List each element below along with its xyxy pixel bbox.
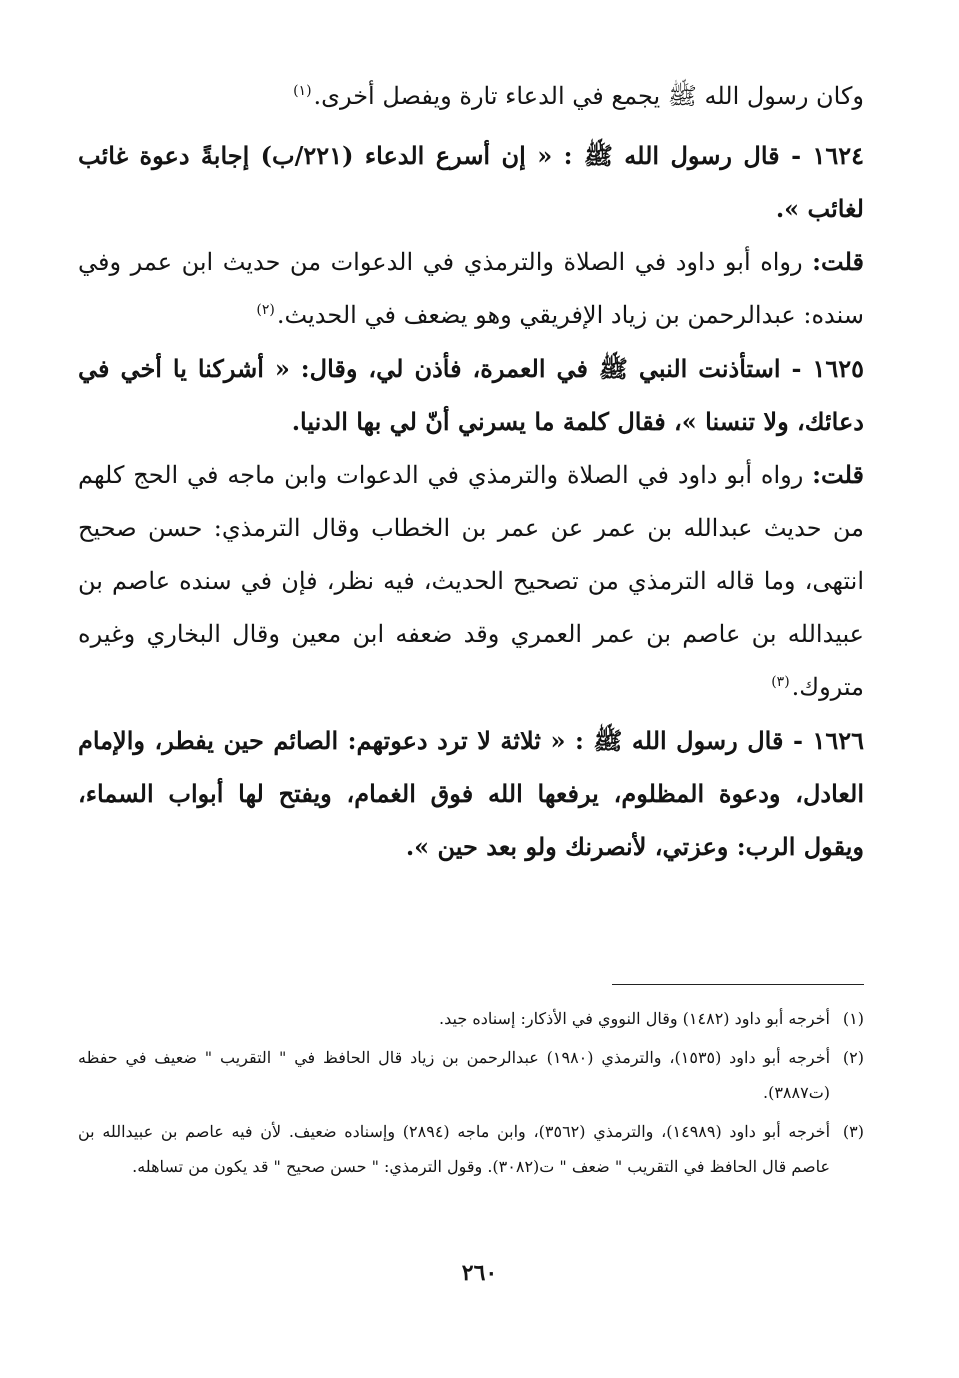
hadith-1625: [78, 342, 864, 448]
page-number: ٢٦٠: [461, 1260, 498, 1286]
footnote-2: [78, 1040, 864, 1110]
comment-1625: [78, 448, 864, 714]
comment-1624-lead: قلت:: [812, 247, 864, 276]
footnote-3-number: (٣): [842, 1122, 864, 1141]
hadith-1625-text: ١٦٢٥ - استأذنت النبي ﷺ في العمرة، فأذن لي، وقال: « أشركنا يا أخي في دعائك، ولا تنسنا »، فقال كلمة ما يسرني أنّ لي بها الدنيا.: [78, 354, 864, 436]
comment-1624: [78, 235, 864, 342]
comment-1625-lead: قلت:: [812, 460, 864, 489]
intro-paragraph: [78, 70, 864, 123]
intro-text: وكان رسول الله ﷺ يجمع في الدعاء تارة ويفصل أخرى.: [313, 82, 864, 110]
footnote-divider: [612, 984, 864, 985]
main-text: [78, 70, 864, 873]
footnote-3-text: أخرجه أبو داود (١٤٩٨٩)، والترمذي (٣٥٦٢)، وابن ماجه (٢٨٩٤) وإسناده ضعيف. لأن فيه عاصم بن عبيدالله بن عاصم قال الحافظ في التقريب " ضعف " ت(٣٠٨٢). وقول الترمذي: " حسن صحيح " قد يكون من تساهله.: [78, 1122, 831, 1176]
footnote-ref-2[interactable]: (٢): [256, 302, 275, 318]
footnote-1: [78, 1001, 864, 1036]
comment-1625-text: رواه أبو داود في الصلاة والترمذي في الدعوات وابن ماجه في الحج كلهم من حديث عبدالله بن عمر عن عمر بن الخطاب وقال الترمذي: حسن صحيح انتهى، وما قاله الترمذي من تصحيح الحديث، فيه نظر، فإن في سنده عاصم بن عبيدالله بن عاصم بن عمر العمري وقد ضعفه ابن معين وقال البخاري وغيره متروك.: [78, 461, 864, 701]
footnote-2-text: أخرجه أبو داود (١٥٣٥)، والترمذي (١٩٨٠) عبدالرحمن بن زياد قال الحافظ في " التقريب " ضعيف في حفظه (ت٣٨٨٧).: [78, 1048, 831, 1102]
footnote-2-number: (٢): [842, 1048, 864, 1067]
comment-1624-text: رواه أبو داود في الصلاة والترمذي في الدعوات من حديث ابن عمر وفي سنده: عبدالرحمن بن زياد الإفريقي وهو يضعف في الحديث.: [78, 248, 864, 329]
footnote-ref-3[interactable]: (٣): [771, 674, 790, 690]
footnote-3: [78, 1114, 864, 1184]
footnotes-section: [78, 984, 864, 1188]
footnote-ref-1[interactable]: (١): [293, 83, 312, 99]
hadith-1626: [78, 714, 864, 873]
hadith-1626-text: ١٦٢٦ - قال رسول الله ﷺ : « ثلاثة لا ترد دعوتهم: الصائم حين يفطر، والإمام العادل، ودعوة المظلوم، يرفعها الله فوق الغمام، ويفتح لها أبواب السماء، ويقول الرب: وعزتي، لأنصرنك ولو بعد حين ».: [78, 726, 864, 861]
footnote-1-text: أخرجه أبو داود (١٤٨٢) وقال النووي في الأذكار: إسناده جيد.: [439, 1009, 830, 1028]
hadith-1624-text: ١٦٢٤ - قال رسول الله ﷺ : « إن أسرع الدعاء (٢٢١/ب) إجابةً دعوة غائب لغائب ».: [78, 141, 864, 223]
footnote-1-number: (١): [842, 1009, 864, 1028]
hadith-1624: [78, 129, 864, 235]
